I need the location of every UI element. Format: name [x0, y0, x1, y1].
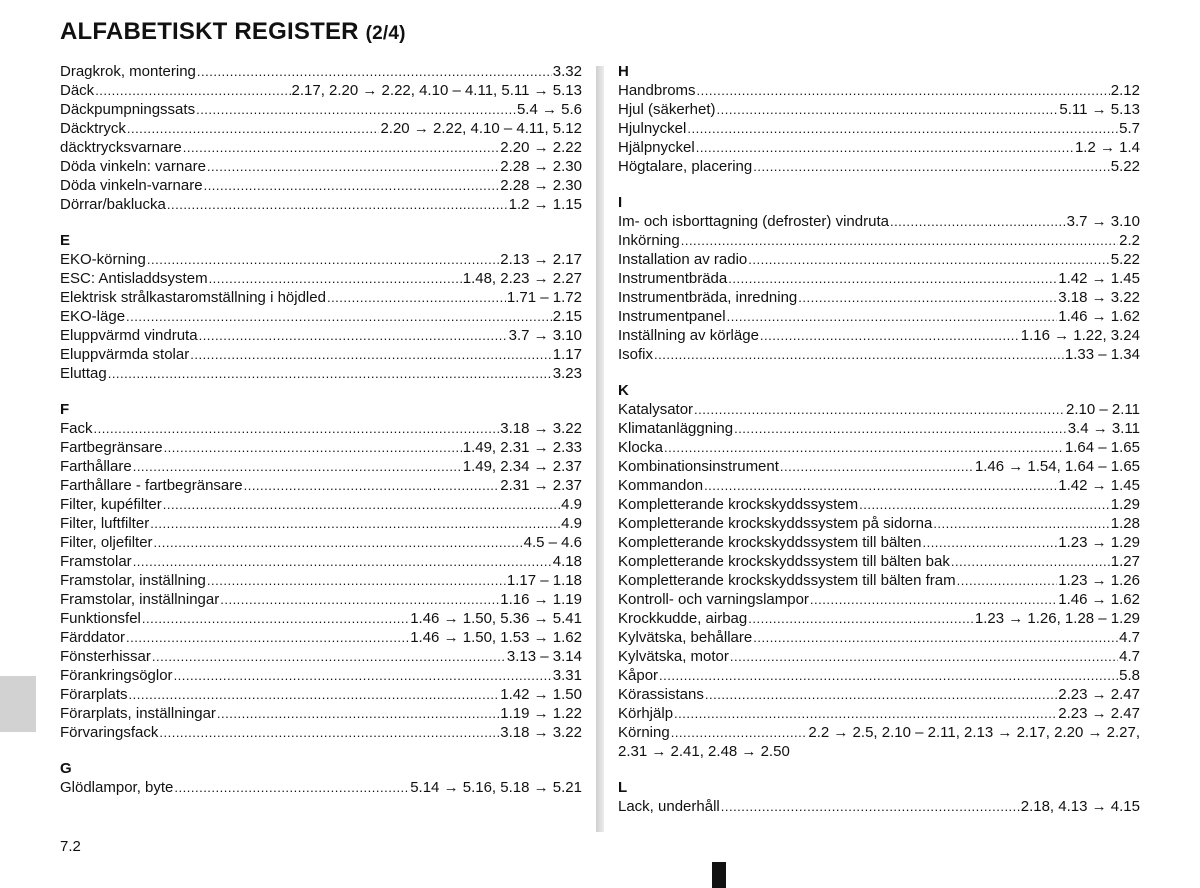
entry-term: Instrumentbräda, inredning — [618, 289, 798, 306]
dot-leader — [922, 533, 1057, 552]
entry-term: Dragkrok, montering — [60, 63, 196, 80]
chapter-thumb-tab — [0, 676, 36, 732]
index-entry — [618, 647, 1140, 666]
entry-pages: 1.17 – 1.18 — [506, 572, 582, 589]
index-entry — [60, 514, 582, 533]
dot-leader — [760, 326, 1020, 345]
entry-pages: 3.7 → 3.10 — [1066, 213, 1140, 230]
entry-pages: 1.46 → 1.50, 1.53 → 1.62 — [410, 629, 582, 646]
dot-leader — [704, 476, 1057, 495]
entry-term: Kylvätska, motor — [618, 648, 729, 665]
index-entry — [60, 326, 582, 345]
section-letter: L — [618, 779, 628, 796]
dot-leader — [687, 119, 1118, 138]
dot-leader — [174, 778, 409, 797]
dot-leader — [133, 552, 552, 571]
dot-leader — [721, 797, 1020, 816]
entry-pages: 2.28 → 2.30 — [500, 177, 582, 194]
entry-pages: 3.32 — [552, 63, 582, 80]
dot-leader — [696, 138, 1074, 157]
index-entry — [618, 514, 1140, 533]
dot-leader — [217, 704, 499, 723]
entry-pages: 2.23 → 2.47 — [1058, 705, 1140, 722]
index-entry — [618, 476, 1140, 495]
column-divider — [596, 66, 604, 832]
entry-pages: 3.23 — [552, 365, 582, 382]
index-entry — [60, 723, 582, 742]
entry-pages: 1.23 → 1.26 — [1058, 572, 1140, 589]
entry-term: Fartbegränsare — [60, 439, 163, 456]
dot-leader — [94, 419, 500, 438]
entry-pages: 1.42 → 1.45 — [1058, 477, 1140, 494]
dot-leader — [199, 326, 508, 345]
dot-leader — [196, 100, 516, 119]
index-entry — [618, 326, 1140, 345]
entry-term: Kompletterande krockskyddssystem till bälten fram — [618, 572, 956, 589]
entry-pages: 1.2 → 1.15 — [508, 196, 582, 213]
dot-leader — [327, 288, 506, 307]
page-title — [60, 18, 406, 46]
index-entry — [618, 419, 1140, 438]
entry-pages: 3.18 → 3.22 — [500, 420, 582, 437]
index-entry — [60, 364, 582, 383]
entry-term: Körassistans — [618, 686, 704, 703]
entry-term: Däck — [60, 82, 95, 99]
index-entry — [60, 307, 582, 326]
entry-term: Instrumentpanel — [618, 308, 726, 325]
entry-term: Farthållare - fartbegränsare — [60, 477, 243, 494]
entry-pages: 2.20 → 2.22 — [500, 139, 582, 156]
section-letter: F — [60, 401, 70, 418]
index-entry — [60, 778, 582, 797]
dot-leader — [697, 81, 1110, 100]
dot-leader — [127, 119, 380, 138]
dot-leader — [207, 157, 499, 176]
dot-leader — [95, 81, 290, 100]
entry-term: Klocka — [618, 439, 664, 456]
entry-pages: 4.9 — [561, 496, 582, 513]
entry-pages: 2.2 — [1119, 232, 1140, 249]
entry-term: Filter, luftfilter — [60, 515, 150, 532]
index-entry — [60, 609, 582, 628]
index-entry — [618, 609, 1140, 628]
index-entry — [618, 157, 1140, 176]
entry-pages: 5.14 → 5.16, 5.18 → 5.21 — [410, 779, 582, 796]
index-entry — [618, 685, 1140, 704]
index-section — [618, 62, 1140, 176]
page-edge-marker — [712, 862, 726, 888]
entry-term: Eluppvärmd vindruta — [60, 327, 198, 344]
index-entry — [60, 495, 582, 514]
entry-term: Framstolar, inställningar — [60, 591, 220, 608]
entry-pages: 2.12 — [1110, 82, 1140, 99]
entry-term: Kompletterande krockskyddssystem på sidorna — [618, 515, 933, 532]
dot-leader — [142, 609, 409, 628]
entry-term: EKO-läge — [60, 308, 126, 325]
entry-term: Hjälpnyckel — [618, 139, 695, 156]
dot-leader — [810, 590, 1057, 609]
entry-term: Kompletterande krockskyddssystem — [618, 496, 859, 513]
dot-leader — [244, 476, 500, 495]
entry-term: Kompletterande krockskyddssystem till bälten — [618, 534, 922, 551]
index-entry — [60, 250, 582, 269]
entry-pages: 3.18 → 3.22 — [1058, 289, 1140, 306]
entry-term: Inställning av körläge — [618, 327, 759, 344]
dot-leader — [717, 100, 1059, 119]
index-entry — [60, 571, 582, 590]
index-section — [60, 400, 582, 742]
entry-term: Döda vinkeln-varnare — [60, 177, 203, 194]
dot-leader — [129, 685, 500, 704]
dot-leader — [183, 138, 500, 157]
entry-pages: 1.29 — [1110, 496, 1140, 513]
entry-term: Framstolar — [60, 553, 132, 570]
dot-leader — [190, 345, 552, 364]
dot-leader — [154, 533, 523, 552]
page-number: 7.2 — [60, 838, 81, 855]
index-entry — [60, 288, 582, 307]
entry-term: Isofix — [618, 346, 654, 363]
entry-term: Framstolar, inställning — [60, 572, 206, 589]
index-entry — [60, 457, 582, 476]
entry-term: Filter, kupéfilter — [60, 496, 162, 513]
entry-pages: 2.18, 4.13 → 4.15 — [1020, 798, 1140, 815]
entry-term: Däcktryck — [60, 120, 126, 137]
index-entry — [618, 495, 1140, 514]
index-entry — [60, 176, 582, 195]
entry-term: Filter, oljefilter — [60, 534, 153, 551]
entry-pages: 4.5 – 4.6 — [523, 534, 582, 551]
entry-pages: 2.31 → 2.37 — [500, 477, 582, 494]
index-entry — [618, 81, 1140, 100]
entry-pages: 4.9 — [561, 515, 582, 532]
entry-pages: 3.4 → 3.11 — [1067, 420, 1140, 437]
entry-term: Elektrisk strålkastaromställning i höjdled — [60, 289, 326, 306]
index-entry — [60, 704, 582, 723]
dot-leader — [705, 685, 1057, 704]
entry-pages: 1.49, 2.31 → 2.33 — [462, 439, 582, 456]
entry-term: Förankringsöglor — [60, 667, 173, 684]
entry-pages: 1.46 → 1.62 — [1058, 591, 1140, 608]
index-entry — [60, 119, 582, 138]
dot-leader — [957, 571, 1058, 590]
title-text: ALFABETISKT REGISTER — [60, 18, 359, 45]
entry-term: Kommandon — [618, 477, 704, 494]
entry-term: Lack, underhåll — [618, 798, 720, 815]
section-letter: I — [618, 194, 623, 211]
entry-pages: 1.23 → 1.29 — [1058, 534, 1140, 551]
entry-term: Kontroll- och varningslampor — [618, 591, 809, 608]
index-entry — [618, 231, 1140, 250]
entry-term: Kåpor — [618, 667, 659, 684]
entry-term: Däckpumpningssats — [60, 101, 196, 118]
entry-term: Döda vinkeln: varnare — [60, 158, 206, 175]
dot-leader — [163, 495, 560, 514]
index-section — [618, 381, 1140, 761]
index-section — [60, 759, 582, 797]
entry-term: Körhjälp — [618, 705, 674, 722]
index-section — [60, 62, 582, 214]
dot-leader — [753, 628, 1118, 647]
dot-leader — [681, 231, 1118, 250]
entry-pages: 4.18 — [552, 553, 582, 570]
entry-pages: 1.71 – 1.72 — [506, 289, 582, 306]
entry-pages: 2.17, 2.20 → 2.22, 4.10 – 4.11, 5.11 → 5.13 — [291, 82, 582, 99]
entry-term: Im- och isborttagning (defroster) vindruta — [618, 213, 889, 230]
entry-term: Kylvätska, behållare — [618, 629, 753, 646]
dot-leader — [209, 269, 462, 288]
entry-pages: 5.22 — [1110, 251, 1140, 268]
entry-pages: 1.33 – 1.34 — [1064, 346, 1140, 363]
index-entry — [618, 250, 1140, 269]
index-entry — [618, 457, 1140, 476]
entry-pages: 4.7 — [1119, 629, 1140, 646]
index-entry — [618, 307, 1140, 326]
dot-leader — [174, 666, 552, 685]
index-entry — [60, 62, 582, 81]
entry-term: Eluttag — [60, 365, 107, 382]
entry-pages: 2.2 → 2.5, 2.10 – 2.11, 2.13 → 2.17, 2.20 → 2.27, — [808, 724, 1140, 741]
entry-pages: 3.7 → 3.10 — [508, 327, 582, 344]
entry-pages: 1.16 → 1.22, 3.24 — [1020, 327, 1140, 344]
index-entry — [618, 666, 1140, 685]
dot-leader — [859, 495, 1110, 514]
dot-leader — [126, 628, 409, 647]
index-entry — [60, 345, 582, 364]
index-entry — [618, 438, 1140, 457]
entry-term: Glödlampor, byte — [60, 779, 174, 796]
entry-term: Krockkudde, airbag — [618, 610, 748, 627]
entry-term: Handbroms — [618, 82, 696, 99]
entry-term: Förarplats, inställningar — [60, 705, 216, 722]
dot-leader — [108, 364, 552, 383]
title-part: (2/4) — [365, 23, 406, 44]
dot-leader — [951, 552, 1110, 571]
dot-leader — [728, 269, 1057, 288]
index-column-left — [60, 62, 582, 814]
index-entry — [618, 571, 1140, 590]
index-entry — [60, 157, 582, 176]
index-entry — [618, 119, 1140, 138]
entry-term: Farthållare — [60, 458, 132, 475]
entry-term: Färddator — [60, 629, 126, 646]
dot-leader — [798, 288, 1057, 307]
index-entry — [618, 288, 1140, 307]
dot-leader — [694, 400, 1065, 419]
section-letter: G — [60, 760, 72, 777]
index-entry — [618, 533, 1140, 552]
entry-pages-continuation: 2.31 → 2.41, 2.48 → 2.50 — [618, 743, 790, 760]
dot-leader — [748, 609, 974, 628]
entry-pages: 1.23 → 1.26, 1.28 – 1.29 — [974, 610, 1140, 627]
entry-pages: 2.23 → 2.47 — [1058, 686, 1140, 703]
index-entry — [618, 269, 1140, 288]
entry-pages: 3.31 — [552, 667, 582, 684]
index-entry — [618, 100, 1140, 119]
entry-term: Förvaringsfack — [60, 724, 159, 741]
entry-term: EKO-körning — [60, 251, 146, 268]
index-entry — [60, 269, 582, 288]
dot-leader — [164, 438, 462, 457]
entry-pages: 1.49, 2.34 → 2.37 — [462, 458, 582, 475]
index-entry — [618, 590, 1140, 609]
index-entry — [60, 100, 582, 119]
dot-leader — [147, 250, 499, 269]
dot-leader — [133, 457, 462, 476]
entry-pages: 5.8 — [1119, 667, 1140, 684]
entry-pages: 2.10 – 2.11 — [1066, 401, 1140, 418]
entry-pages: 1.19 → 1.22 — [500, 705, 582, 722]
entry-pages: 2.13 → 2.17 — [500, 251, 582, 268]
index-entry — [60, 138, 582, 157]
index-entry — [60, 552, 582, 571]
index-column-right — [618, 62, 1140, 833]
index-entry — [60, 628, 582, 647]
entry-term: Hjulnyckel — [618, 120, 687, 137]
entry-pages: 2.15 — [552, 308, 582, 325]
entry-term: Instrumentbräda — [618, 270, 728, 287]
section-letter: H — [618, 63, 629, 80]
entry-term: Klimatanläggning — [618, 420, 734, 437]
dot-leader — [126, 307, 552, 326]
dot-leader — [734, 419, 1067, 438]
dot-leader — [167, 195, 508, 214]
entry-pages: 3.13 – 3.14 — [506, 648, 582, 665]
index-entry — [618, 552, 1140, 571]
index-entry — [60, 533, 582, 552]
entry-pages: 1.17 — [552, 346, 582, 363]
index-entry — [618, 212, 1140, 231]
index-entry — [60, 195, 582, 214]
dot-leader — [753, 157, 1110, 176]
entry-term: Kompletterande krockskyddssystem till bälten bak — [618, 553, 950, 570]
dot-leader — [207, 571, 506, 590]
dot-leader — [664, 438, 1064, 457]
entry-term: Eluppvärmda stolar — [60, 346, 190, 363]
entry-term: Högtalare, placering — [618, 158, 753, 175]
index-entry — [60, 647, 582, 666]
index-entry — [60, 419, 582, 438]
dot-leader — [159, 723, 499, 742]
index-entry — [618, 400, 1140, 419]
dot-leader — [748, 250, 1110, 269]
entry-pages: 1.16 → 1.19 — [500, 591, 582, 608]
index-entry — [618, 704, 1140, 723]
index-entry — [60, 685, 582, 704]
entry-term: Inkörning — [618, 232, 680, 249]
entry-pages: 1.27 — [1110, 553, 1140, 570]
entry-term: Dörrar/baklucka — [60, 196, 166, 213]
dot-leader — [674, 704, 1057, 723]
index-entry — [618, 723, 1140, 742]
index-entry — [60, 666, 582, 685]
entry-term: Fack — [60, 420, 93, 437]
dot-leader — [659, 666, 1118, 685]
entry-pages: 5.11 → 5.13 — [1059, 101, 1140, 118]
index-entry — [60, 590, 582, 609]
entry-pages: 1.46 → 1.50, 5.36 → 5.41 — [410, 610, 582, 627]
entry-pages: 2.28 → 2.30 — [500, 158, 582, 175]
index-entry — [60, 81, 582, 100]
entry-term: Hjul (säkerhet) — [618, 101, 716, 118]
entry-term: Förarplats — [60, 686, 128, 703]
entry-pages: 1.42 → 1.50 — [500, 686, 582, 703]
entry-pages: 1.42 → 1.45 — [1058, 270, 1140, 287]
index-section — [618, 193, 1140, 364]
index-section — [60, 231, 582, 383]
dot-leader — [152, 647, 506, 666]
dot-leader — [780, 457, 974, 476]
section-letter: E — [60, 232, 71, 249]
entry-pages: 1.48, 2.23 → 2.27 — [462, 270, 582, 287]
entry-pages: 1.28 — [1110, 515, 1140, 532]
index-entry — [60, 438, 582, 457]
dot-leader — [933, 514, 1109, 533]
index-entry — [618, 345, 1140, 364]
entry-pages: 1.46 → 1.54, 1.64 – 1.65 — [974, 458, 1140, 475]
entry-pages: 5.22 — [1110, 158, 1140, 175]
dot-leader — [671, 723, 808, 742]
index-entry — [618, 797, 1140, 816]
entry-pages: 1.64 – 1.65 — [1064, 439, 1140, 456]
dot-leader — [220, 590, 499, 609]
dot-leader — [150, 514, 560, 533]
index-entry — [618, 138, 1140, 157]
entry-pages: 5.4 → 5.6 — [516, 101, 582, 118]
dot-leader — [890, 212, 1066, 231]
dot-leader — [654, 345, 1064, 364]
entry-term: Funktionsfel — [60, 610, 141, 627]
entry-pages: 1.2 → 1.4 — [1074, 139, 1140, 156]
section-letter: K — [618, 382, 629, 399]
entry-pages: 4.7 — [1119, 648, 1140, 665]
entry-term: Installation av radio — [618, 251, 748, 268]
dot-leader — [204, 176, 500, 195]
entry-pages: 3.18 → 3.22 — [500, 724, 582, 741]
entry-term: Körning — [618, 724, 670, 741]
entry-term: däcktrycksvarnare — [60, 139, 182, 156]
index-entry — [618, 628, 1140, 647]
entry-term: ESC: Antisladdsystem — [60, 270, 208, 287]
entry-pages: 5.7 — [1119, 120, 1140, 137]
dot-leader — [730, 647, 1118, 666]
dot-leader — [727, 307, 1058, 326]
index-section — [618, 778, 1140, 816]
entry-term: Katalysator — [618, 401, 694, 418]
entry-term: Fönsterhissar — [60, 648, 151, 665]
entry-term: Kombinationsinstrument — [618, 458, 779, 475]
dot-leader — [197, 62, 552, 81]
index-entry — [60, 476, 582, 495]
entry-pages: 1.46 → 1.62 — [1058, 308, 1140, 325]
entry-pages: 2.20 → 2.22, 4.10 – 4.11, 5.12 — [380, 120, 582, 137]
